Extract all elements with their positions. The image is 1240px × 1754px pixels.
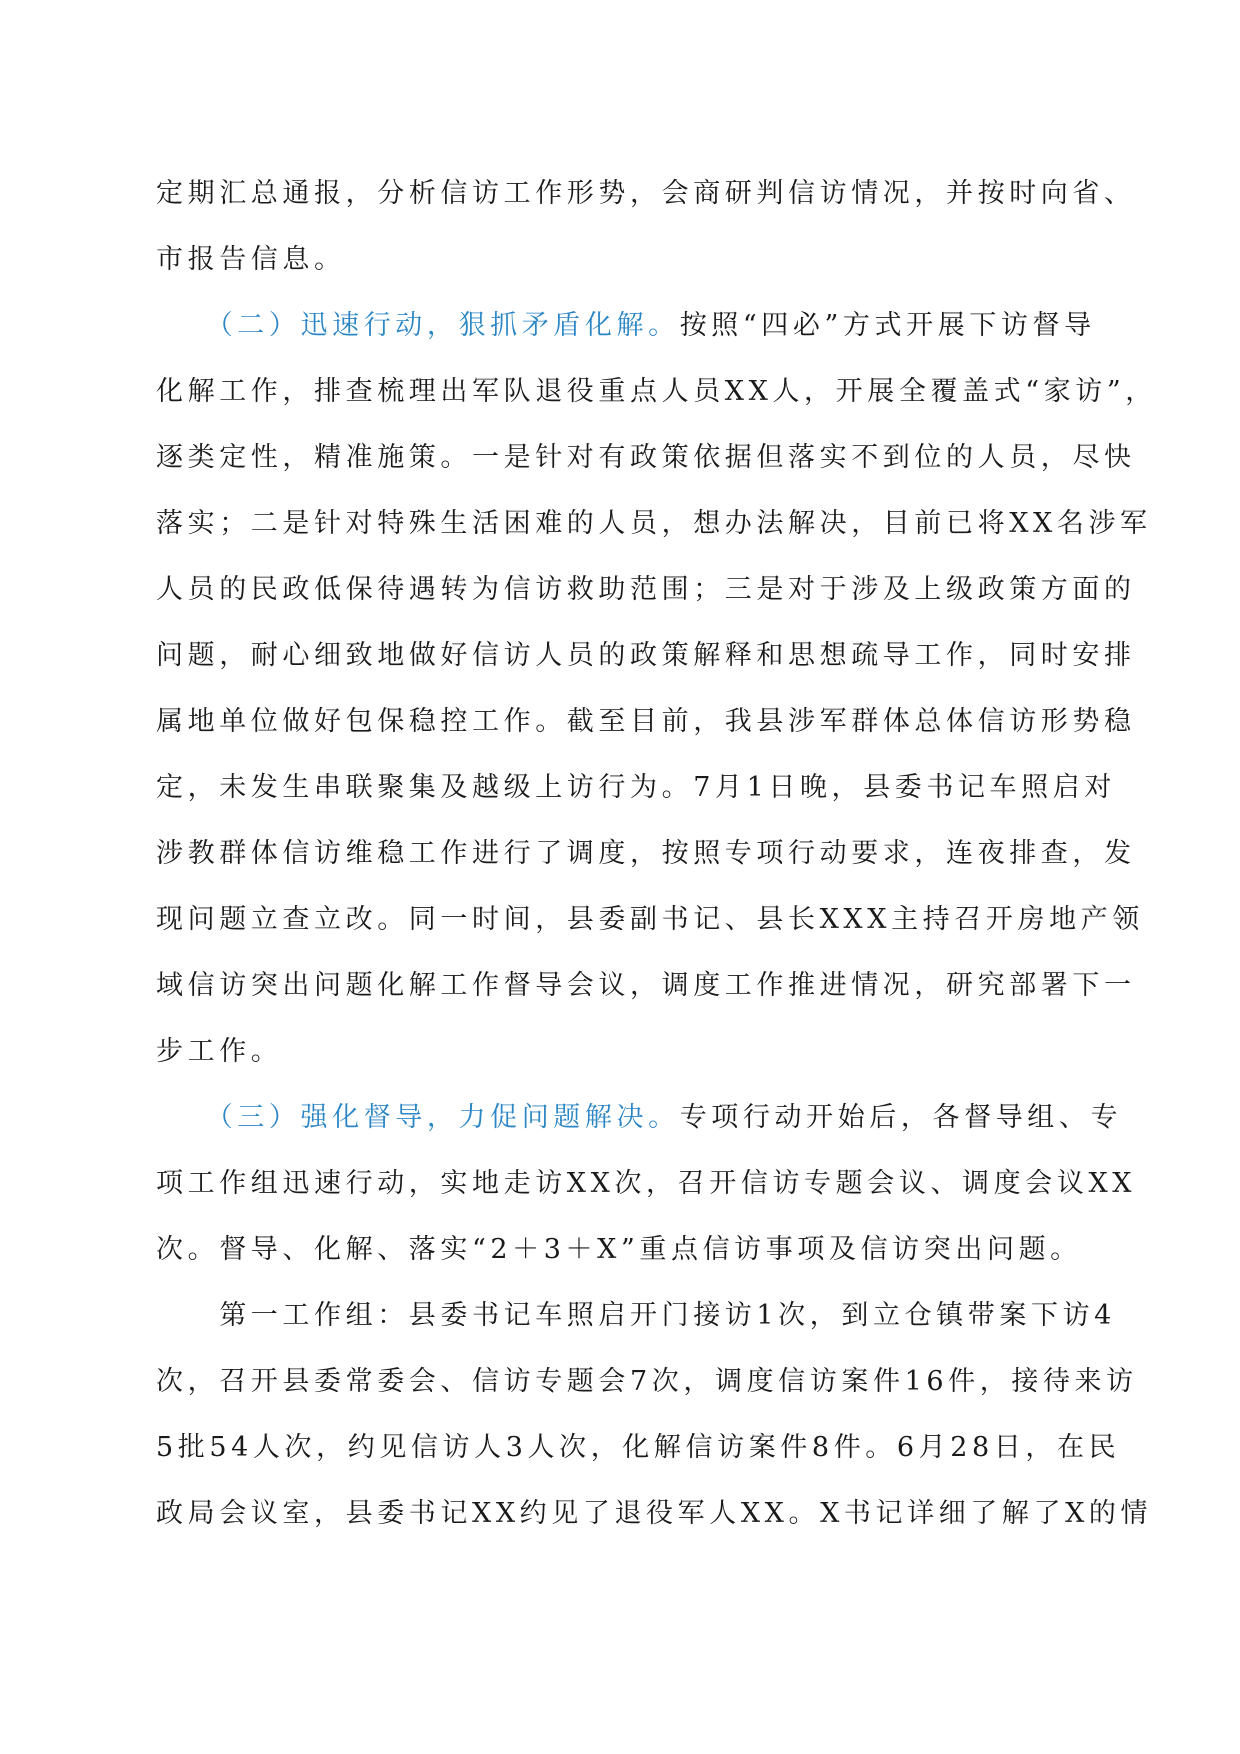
section-heading: （三）强化督导，力促问题解决。 — [219, 1102, 680, 1133]
section-heading: （二）迅速行动，狠抓矛盾化解。 — [219, 310, 680, 341]
line-text: 涉教群体信访维稳工作进行了调度，按照专项行动要求，连夜排查，发 — [156, 838, 1136, 869]
text-line — [156, 704, 1136, 740]
text-line — [156, 1034, 282, 1070]
text-line — [156, 770, 1116, 806]
line-text: 市报告信息。 — [156, 244, 346, 275]
line-text: 问题，耐心细致地做好信访人员的政策解释和思想疏导工作，同时安排 — [156, 640, 1136, 671]
line-text: 现问题立查立改。同一时间，县委副书记、县长XXX主持召开房地产领 — [156, 904, 1144, 935]
text-line — [156, 836, 1136, 872]
text-line — [156, 1298, 1116, 1334]
text-line — [156, 506, 1152, 542]
text-line — [156, 374, 1157, 410]
text-line — [156, 242, 346, 278]
line-text: 域信访突出问题化解工作督导会议，调度工作推进情况，研究部署下一 — [156, 970, 1136, 1001]
indent — [156, 1102, 219, 1133]
text-line — [156, 1496, 1152, 1532]
line-text: 5批54人次，约见信访人3人次，化解信访案件8件。6月28日，在民 — [156, 1432, 1121, 1463]
text-line — [156, 902, 1144, 938]
text-line — [156, 1232, 1082, 1268]
text-line — [156, 968, 1136, 1004]
line-text: 定，未发生串联聚集及越级上访行为。7月1日晚，县委书记车照启对 — [156, 772, 1116, 803]
text-line — [156, 176, 1136, 212]
line-text: 次。督导、化解、落实“2＋3＋X”重点信访事项及信访突出问题。 — [156, 1234, 1082, 1265]
indent — [156, 310, 219, 341]
line-text: 专项行动开始后，各督导组、专 — [679, 1102, 1123, 1133]
line-text: 化解工作，排查梳理出军队退役重点人员XX人，开展全覆盖式“家访”， — [156, 376, 1157, 407]
line-text: 定期汇总通报，分析信访工作形势，会商研判信访情况，并按时向省、 — [156, 178, 1136, 209]
line-text: 项工作组迅速行动，实地走访XX次，召开信访专题会议、调度会议XX — [156, 1168, 1137, 1199]
line-text: 逐类定性，精准施策。一是针对有政策依据但落实不到位的人员，尽快 — [156, 442, 1136, 473]
text-line — [156, 440, 1136, 476]
section-heading-line — [156, 1100, 1122, 1136]
line-text: 第一工作组：县委书记车照启开门接访1次，到立仓镇带案下访4 — [156, 1300, 1116, 1331]
line-text: 人员的民政低保待遇转为信访救助范围；三是对于涉及上级政策方面的 — [156, 574, 1136, 605]
line-text: 次，召开县委常委会、信访专题会7次，调度信访案件16件，接待来访 — [156, 1366, 1138, 1397]
line-text: 按照“四必”方式开展下访督导 — [679, 310, 1096, 341]
text-line — [156, 638, 1136, 674]
line-text: 落实；二是针对特殊生活困难的人员，想办法解决，目前已将XX名涉军 — [156, 508, 1152, 539]
line-text: 步工作。 — [156, 1036, 283, 1067]
section-heading-line — [156, 308, 1096, 344]
text-line — [156, 572, 1136, 608]
text-line — [156, 1166, 1136, 1202]
line-text: 属地单位做好包保稳控工作。截至目前，我县涉军群体总体信访形势稳 — [156, 706, 1136, 737]
text-line — [156, 1364, 1138, 1400]
text-line — [156, 1430, 1120, 1466]
line-text: 政局会议室，县委书记XX约见了退役军人XX。X书记详细了解了X的情 — [156, 1498, 1153, 1529]
